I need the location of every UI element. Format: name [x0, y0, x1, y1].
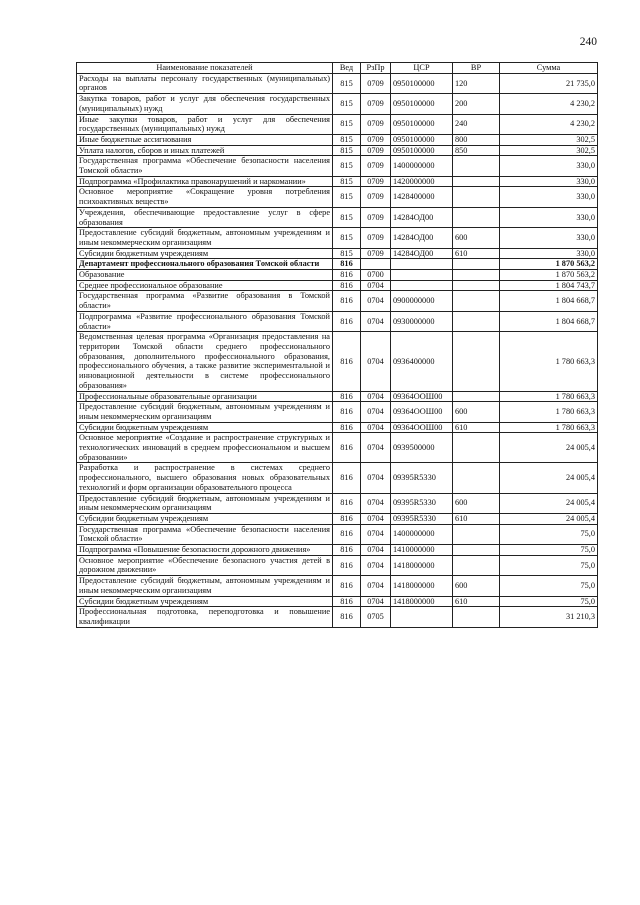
- row-sum-cell: 302,5: [500, 145, 598, 156]
- row-vr-cell: [453, 270, 500, 281]
- row-csr-cell: [391, 607, 453, 627]
- row-vr-cell: 800: [453, 134, 500, 145]
- row-rzpr-cell: 0704: [361, 433, 391, 463]
- row-csr-cell: 1410000000: [391, 545, 453, 556]
- row-ved-cell: 816: [333, 402, 361, 422]
- table-row: [77, 493, 598, 513]
- row-rzpr-cell: 0709: [361, 94, 391, 114]
- row-vr-cell: 610: [453, 513, 500, 524]
- row-ved-cell: 816: [333, 280, 361, 291]
- row-vr-cell: 600: [453, 576, 500, 596]
- row-ved-cell: 816: [333, 291, 361, 311]
- row-csr-cell: 14284ОД00: [391, 248, 453, 259]
- row-name-cell: Основное мероприятие «Сокращение уровня потребления психоактивных веществ»: [77, 187, 333, 207]
- row-rzpr-cell: 0709: [361, 187, 391, 207]
- table-row: [77, 248, 598, 259]
- row-name-cell: Подпрограмма «Развитие профессионального образования Томской области»: [77, 311, 333, 331]
- row-vr-cell: 600: [453, 402, 500, 422]
- row-rzpr-cell: [361, 259, 391, 270]
- row-sum-cell: 330,0: [500, 228, 598, 248]
- row-csr-cell: [391, 259, 453, 270]
- row-name-cell: Основное мероприятие «Создание и распространение структурных и технологических инноваций в среднем профессиональном и высшем образовании»: [77, 433, 333, 463]
- row-name-cell: Уплата налогов, сборов и иных платежей: [77, 145, 333, 156]
- row-vr-cell: [453, 176, 500, 187]
- row-vr-cell: [453, 332, 500, 391]
- row-ved-cell: 815: [333, 134, 361, 145]
- table-row: [77, 391, 598, 402]
- table-row: [77, 270, 598, 281]
- row-csr-cell: 09364ООШ00: [391, 391, 453, 402]
- row-ved-cell: 815: [333, 187, 361, 207]
- row-sum-cell: 4 230,2: [500, 94, 598, 114]
- row-ved-cell: 816: [333, 607, 361, 627]
- table-row: [77, 114, 598, 134]
- row-name-cell: Основное мероприятие «Обеспечение безопасного участия детей в дорожном движении»: [77, 555, 333, 575]
- row-vr-cell: [453, 555, 500, 575]
- row-name-cell: Образование: [77, 270, 333, 281]
- row-csr-cell: 0900000000: [391, 291, 453, 311]
- row-sum-cell: 75,0: [500, 545, 598, 556]
- row-ved-cell: 815: [333, 73, 361, 93]
- row-sum-cell: 24 005,4: [500, 433, 598, 463]
- row-csr-cell: 09395R5330: [391, 463, 453, 493]
- row-rzpr-cell: 0704: [361, 493, 391, 513]
- row-name-cell: Ведомственная целевая программа «Организация предоставления на территории Томской области среднего профессионального образования, дополнительного профессионального образования, профессионального обучения, а также развитие экспериментальной и инновационной деятельности в системе профессионального образования»: [77, 332, 333, 391]
- row-rzpr-cell: 0704: [361, 576, 391, 596]
- table-row: [77, 422, 598, 433]
- row-name-cell: Государственная программа «Обеспечение безопасности населения Томской области»: [77, 156, 333, 176]
- row-vr-cell: [453, 433, 500, 463]
- row-vr-cell: [453, 463, 500, 493]
- table-row: [77, 513, 598, 524]
- row-rzpr-cell: 0709: [361, 156, 391, 176]
- row-vr-cell: [453, 280, 500, 291]
- row-rzpr-cell: 0704: [361, 280, 391, 291]
- row-ved-cell: 816: [333, 259, 361, 270]
- row-ved-cell: 816: [333, 391, 361, 402]
- row-csr-cell: 09364ООШ00: [391, 422, 453, 433]
- table-row: [77, 433, 598, 463]
- row-name-cell: Предоставление субсидий бюджетным, автономным учреждениям и иным некоммерческим организациям: [77, 228, 333, 248]
- row-vr-cell: [453, 391, 500, 402]
- row-vr-cell: 200: [453, 94, 500, 114]
- row-sum-cell: 1 804 668,7: [500, 311, 598, 331]
- table-row: [77, 332, 598, 391]
- row-csr-cell: 1400000000: [391, 524, 453, 544]
- row-name-cell: Предоставление субсидий бюджетным, автономным учреждениям и иным некоммерческим организациям: [77, 576, 333, 596]
- row-rzpr-cell: 0704: [361, 555, 391, 575]
- row-csr-cell: 1420000000: [391, 176, 453, 187]
- row-name-cell: Субсидии бюджетным учреждениям: [77, 513, 333, 524]
- row-sum-cell: 1 804 668,7: [500, 291, 598, 311]
- row-name-cell: Разработка и распространение в системах среднего профессионального, высшего образования новых образовательных технологий и форм организации образовательного процесса: [77, 463, 333, 493]
- row-rzpr-cell: 0704: [361, 311, 391, 331]
- row-name-cell: Учреждения, обеспечивающие предоставление услуг в сфере образования: [77, 207, 333, 227]
- row-name-cell: Субсидии бюджетным учреждениям: [77, 248, 333, 259]
- table-row: [77, 402, 598, 422]
- row-vr-cell: 610: [453, 248, 500, 259]
- row-name-cell: Государственная программа «Развитие образования в Томской области»: [77, 291, 333, 311]
- row-ved-cell: 816: [333, 555, 361, 575]
- row-sum-cell: 1 780 663,3: [500, 391, 598, 402]
- row-sum-cell: 4 230,2: [500, 114, 598, 134]
- row-rzpr-cell: 0704: [361, 391, 391, 402]
- table-row: [77, 463, 598, 493]
- row-csr-cell: 1418000000: [391, 596, 453, 607]
- row-ved-cell: 816: [333, 576, 361, 596]
- row-vr-cell: [453, 207, 500, 227]
- row-rzpr-cell: 0704: [361, 422, 391, 433]
- row-csr-cell: 0950100000: [391, 145, 453, 156]
- row-sum-cell: 24 005,4: [500, 513, 598, 524]
- row-ved-cell: 816: [333, 545, 361, 556]
- row-vr-cell: 600: [453, 228, 500, 248]
- row-rzpr-cell: 0704: [361, 545, 391, 556]
- row-ved-cell: 816: [333, 596, 361, 607]
- row-csr-cell: 0936400000: [391, 332, 453, 391]
- table-row: [77, 207, 598, 227]
- row-vr-cell: 850: [453, 145, 500, 156]
- row-name-cell: Иные закупки товаров, работ и услуг для обеспечения государственных (муниципальных) нужд: [77, 114, 333, 134]
- row-sum-cell: 1 780 663,3: [500, 402, 598, 422]
- row-name-cell: Среднее профессиональное образование: [77, 280, 333, 291]
- row-csr-cell: 1418000000: [391, 555, 453, 575]
- row-csr-cell: 0930000000: [391, 311, 453, 331]
- row-csr-cell: 0950100000: [391, 114, 453, 134]
- row-rzpr-cell: 0709: [361, 114, 391, 134]
- row-rzpr-cell: 0709: [361, 228, 391, 248]
- row-ved-cell: 815: [333, 228, 361, 248]
- row-name-cell: Предоставление субсидий бюджетным, автономным учреждениям и иным некоммерческим организациям: [77, 402, 333, 422]
- row-rzpr-cell: 0704: [361, 291, 391, 311]
- row-csr-cell: 14284ОД00: [391, 228, 453, 248]
- header-rzpr: РзПр: [361, 63, 391, 74]
- row-sum-cell: 1 780 663,3: [500, 332, 598, 391]
- row-ved-cell: 816: [333, 493, 361, 513]
- table-row: [77, 156, 598, 176]
- table-row: [77, 311, 598, 331]
- row-vr-cell: [453, 187, 500, 207]
- row-csr-cell: 0950100000: [391, 73, 453, 93]
- row-name-cell: Расходы на выплаты персоналу государственных (муниципальных) органов: [77, 73, 333, 93]
- row-rzpr-cell: 0704: [361, 524, 391, 544]
- row-rzpr-cell: 0709: [361, 176, 391, 187]
- row-csr-cell: 0950100000: [391, 134, 453, 145]
- row-sum-cell: 75,0: [500, 596, 598, 607]
- row-sum-cell: 24 005,4: [500, 493, 598, 513]
- row-vr-cell: [453, 607, 500, 627]
- row-sum-cell: 302,5: [500, 134, 598, 145]
- row-name-cell: Подпрограмма «Повышение безопасности дорожного движения»: [77, 545, 333, 556]
- row-ved-cell: 816: [333, 332, 361, 391]
- row-name-cell: Иные бюджетные ассигнования: [77, 134, 333, 145]
- table-row: [77, 145, 598, 156]
- row-rzpr-cell: 0709: [361, 73, 391, 93]
- row-csr-cell: [391, 270, 453, 281]
- row-csr-cell: 14284ОД00: [391, 207, 453, 227]
- row-sum-cell: 1 780 663,3: [500, 422, 598, 433]
- row-rzpr-cell: 0709: [361, 248, 391, 259]
- table-row: [77, 576, 598, 596]
- row-rzpr-cell: 0700: [361, 270, 391, 281]
- row-csr-cell: [391, 280, 453, 291]
- row-csr-cell: 0950100000: [391, 94, 453, 114]
- header-vr: ВР: [453, 63, 500, 74]
- row-ved-cell: 816: [333, 524, 361, 544]
- row-name-cell: Государственная программа «Обеспечение безопасности населения Томской области»: [77, 524, 333, 544]
- row-sum-cell: 75,0: [500, 524, 598, 544]
- row-ved-cell: 815: [333, 114, 361, 134]
- row-vr-cell: [453, 524, 500, 544]
- row-rzpr-cell: 0704: [361, 596, 391, 607]
- row-ved-cell: 816: [333, 270, 361, 281]
- row-vr-cell: [453, 259, 500, 270]
- row-sum-cell: 330,0: [500, 156, 598, 176]
- row-vr-cell: 600: [453, 493, 500, 513]
- row-ved-cell: 816: [333, 513, 361, 524]
- row-sum-cell: 1 870 563,2: [500, 259, 598, 270]
- row-sum-cell: 21 735,0: [500, 73, 598, 93]
- row-name-cell: Предоставление субсидий бюджетным, автономным учреждениям и иным некоммерческим организациям: [77, 493, 333, 513]
- row-ved-cell: 815: [333, 94, 361, 114]
- row-rzpr-cell: 0705: [361, 607, 391, 627]
- row-csr-cell: 0939500000: [391, 433, 453, 463]
- row-rzpr-cell: 0709: [361, 145, 391, 156]
- table-row: [77, 228, 598, 248]
- row-rzpr-cell: 0709: [361, 134, 391, 145]
- row-sum-cell: 75,0: [500, 555, 598, 575]
- row-rzpr-cell: 0704: [361, 463, 391, 493]
- row-sum-cell: 330,0: [500, 248, 598, 259]
- row-name-cell: Субсидии бюджетным учреждениям: [77, 422, 333, 433]
- row-sum-cell: 1 870 563,2: [500, 270, 598, 281]
- row-ved-cell: 816: [333, 311, 361, 331]
- table-row: [77, 73, 598, 93]
- row-ved-cell: 815: [333, 145, 361, 156]
- row-sum-cell: 24 005,4: [500, 463, 598, 493]
- row-ved-cell: 816: [333, 463, 361, 493]
- row-vr-cell: [453, 311, 500, 331]
- row-sum-cell: 330,0: [500, 187, 598, 207]
- table-row: [77, 259, 598, 270]
- header-csr: ЦСР: [391, 63, 453, 74]
- row-sum-cell: 330,0: [500, 176, 598, 187]
- row-vr-cell: [453, 291, 500, 311]
- row-ved-cell: 815: [333, 207, 361, 227]
- budget-table: [76, 62, 598, 628]
- table-row: [77, 280, 598, 291]
- row-csr-cell: 1418000000: [391, 576, 453, 596]
- row-ved-cell: 815: [333, 176, 361, 187]
- table-row: [77, 187, 598, 207]
- row-csr-cell: 09395R5330: [391, 493, 453, 513]
- row-name-cell: Профессиональные образовательные организации: [77, 391, 333, 402]
- row-rzpr-cell: 0704: [361, 402, 391, 422]
- row-ved-cell: 816: [333, 433, 361, 463]
- row-ved-cell: 816: [333, 422, 361, 433]
- header-name: Наименование показателей: [77, 63, 333, 74]
- table-row: [77, 291, 598, 311]
- row-csr-cell: 09364ООШ00: [391, 402, 453, 422]
- table-row: [77, 524, 598, 544]
- row-vr-cell: [453, 545, 500, 556]
- table-row: [77, 545, 598, 556]
- row-vr-cell: 240: [453, 114, 500, 134]
- table-row: [77, 176, 598, 187]
- row-rzpr-cell: 0704: [361, 513, 391, 524]
- row-sum-cell: 31 210,3: [500, 607, 598, 627]
- row-sum-cell: 330,0: [500, 207, 598, 227]
- row-name-cell: Субсидии бюджетным учреждениям: [77, 596, 333, 607]
- table-row: [77, 134, 598, 145]
- row-vr-cell: 610: [453, 422, 500, 433]
- header-sum: Сумма: [500, 63, 598, 74]
- table-row: [77, 607, 598, 627]
- row-csr-cell: 1400000000: [391, 156, 453, 176]
- row-vr-cell: [453, 156, 500, 176]
- row-sum-cell: 75,0: [500, 576, 598, 596]
- row-ved-cell: 815: [333, 156, 361, 176]
- row-name-cell: Департамент профессионального образования Томской области: [77, 259, 333, 270]
- row-sum-cell: 1 804 743,7: [500, 280, 598, 291]
- row-name-cell: Подпрограмма «Профилактика правонарушений и наркомании»: [77, 176, 333, 187]
- row-name-cell: Закупка товаров, работ и услуг для обеспечения государственных (муниципальных) нужд: [77, 94, 333, 114]
- row-csr-cell: 1428400000: [391, 187, 453, 207]
- header-ved: Вед: [333, 63, 361, 74]
- table-row: [77, 94, 598, 114]
- page-number: 240: [579, 36, 597, 48]
- table-header-row: [77, 63, 598, 74]
- row-csr-cell: 09395R5330: [391, 513, 453, 524]
- row-rzpr-cell: 0704: [361, 332, 391, 391]
- table-row: [77, 555, 598, 575]
- row-ved-cell: 815: [333, 248, 361, 259]
- row-rzpr-cell: 0709: [361, 207, 391, 227]
- row-vr-cell: 120: [453, 73, 500, 93]
- table-row: [77, 596, 598, 607]
- row-vr-cell: 610: [453, 596, 500, 607]
- row-name-cell: Профессиональная подготовка, переподготовка и повышение квалификации: [77, 607, 333, 627]
